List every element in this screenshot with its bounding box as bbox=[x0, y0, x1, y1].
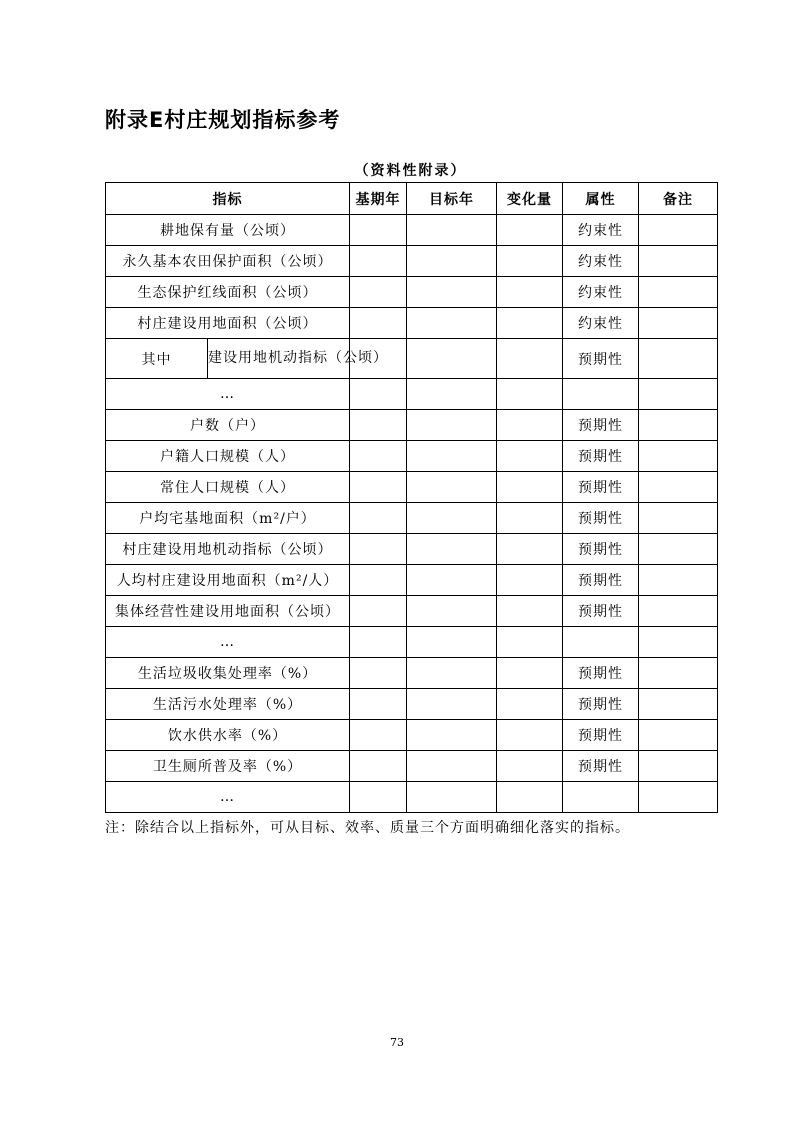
row-indicator-cell: 户均宅基地面积（m²/户） bbox=[106, 503, 350, 534]
table-row bbox=[106, 308, 718, 339]
table-row bbox=[106, 379, 718, 410]
row-attribute-cell: 约束性 bbox=[563, 277, 639, 308]
row-attribute-cell: 预期性 bbox=[563, 441, 639, 472]
row-attribute-cell: 预期性 bbox=[563, 565, 639, 596]
table-row bbox=[106, 565, 718, 596]
row-remarks-cell bbox=[639, 720, 718, 751]
row-remarks-cell bbox=[639, 751, 718, 782]
row-change-cell bbox=[497, 565, 563, 596]
page-number: 73 bbox=[390, 1036, 404, 1049]
row-target-year-cell bbox=[407, 534, 497, 565]
row-remarks-cell bbox=[639, 339, 718, 379]
table-row bbox=[106, 751, 718, 782]
row-base-year-cell bbox=[350, 658, 407, 689]
row-remarks-cell bbox=[639, 596, 718, 627]
row-target-year-cell bbox=[407, 503, 497, 534]
row-base-year-cell bbox=[350, 751, 407, 782]
table-row bbox=[106, 658, 718, 689]
row-change-cell bbox=[497, 441, 563, 472]
row-indicator-cell: 建设用地机动指标（公顷） bbox=[208, 339, 350, 379]
table-note: 注：除结合以上指标外，可从目标、效率、质量三个方面明确细化落实的指标。 bbox=[105, 820, 630, 836]
row-remarks-cell bbox=[639, 308, 718, 339]
row-remarks-cell bbox=[639, 410, 718, 441]
row-remarks-cell bbox=[639, 472, 718, 503]
row-change-cell bbox=[497, 782, 563, 813]
row-target-year-cell bbox=[407, 689, 497, 720]
row-base-year-cell bbox=[350, 534, 407, 565]
row-change-cell bbox=[497, 339, 563, 379]
row-remarks-cell bbox=[639, 441, 718, 472]
row-indicator-cell: 人均村庄建设用地面积（m²/人） bbox=[106, 565, 350, 596]
row-base-year-cell bbox=[350, 627, 407, 658]
table-row bbox=[106, 534, 718, 565]
row-target-year-cell bbox=[407, 277, 497, 308]
row-remarks-cell bbox=[639, 277, 718, 308]
row-target-year-cell bbox=[407, 339, 497, 379]
row-change-cell bbox=[497, 751, 563, 782]
row-base-year-cell bbox=[350, 689, 407, 720]
row-change-cell bbox=[497, 503, 563, 534]
row-attribute-cell: 预期性 bbox=[563, 751, 639, 782]
row-remarks-cell bbox=[639, 782, 718, 813]
table-row bbox=[106, 503, 718, 534]
page-title: 附录E村庄规划指标参考 bbox=[105, 108, 341, 132]
table-row bbox=[106, 720, 718, 751]
table-subtitle: （资料性附录） bbox=[354, 163, 467, 179]
header-change: 变化量 bbox=[497, 183, 563, 215]
table-row bbox=[106, 627, 718, 658]
row-attribute-cell: 约束性 bbox=[563, 308, 639, 339]
table-header-row bbox=[106, 183, 718, 215]
row-attribute-cell: 预期性 bbox=[563, 689, 639, 720]
row-attribute-cell bbox=[563, 379, 639, 410]
row-base-year-cell bbox=[350, 441, 407, 472]
row-remarks-cell bbox=[639, 627, 718, 658]
table-row bbox=[106, 782, 718, 813]
table-body bbox=[106, 215, 718, 813]
row-indicator-cell: … bbox=[106, 627, 350, 658]
row-indicator-cell: 永久基本农田保护面积（公顷） bbox=[106, 246, 350, 277]
row-change-cell bbox=[497, 627, 563, 658]
row-base-year-cell bbox=[350, 596, 407, 627]
row-attribute-cell: 约束性 bbox=[563, 246, 639, 277]
row-base-year-cell bbox=[350, 720, 407, 751]
row-attribute-cell: 预期性 bbox=[563, 472, 639, 503]
row-change-cell bbox=[497, 472, 563, 503]
row-base-year-cell bbox=[350, 379, 407, 410]
row-change-cell bbox=[497, 308, 563, 339]
row-target-year-cell bbox=[407, 720, 497, 751]
row-target-year-cell bbox=[407, 472, 497, 503]
row-base-year-cell bbox=[350, 503, 407, 534]
table-row bbox=[106, 410, 718, 441]
row-indicator-cell: … bbox=[106, 782, 350, 813]
row-change-cell bbox=[497, 658, 563, 689]
row-remarks-cell bbox=[639, 565, 718, 596]
row-change-cell bbox=[497, 277, 563, 308]
row-change-cell bbox=[497, 534, 563, 565]
row-target-year-cell bbox=[407, 246, 497, 277]
header-indicator: 指标 bbox=[106, 183, 350, 215]
row-attribute-cell: 预期性 bbox=[563, 503, 639, 534]
header-attribute: 属性 bbox=[563, 183, 639, 215]
row-change-cell bbox=[497, 596, 563, 627]
row-base-year-cell bbox=[350, 308, 407, 339]
row-attribute-cell bbox=[563, 782, 639, 813]
row-target-year-cell bbox=[407, 215, 497, 246]
row-indicator-cell: 村庄建设用地机动指标（公顷） bbox=[106, 534, 350, 565]
table-row bbox=[106, 472, 718, 503]
row-remarks-cell bbox=[639, 689, 718, 720]
header-base-year: 基期年 bbox=[350, 183, 407, 215]
row-base-year-cell bbox=[350, 410, 407, 441]
row-change-cell bbox=[497, 410, 563, 441]
row-indicator-cell: 生活垃圾收集处理率（%） bbox=[106, 658, 350, 689]
row-target-year-cell bbox=[407, 658, 497, 689]
row-base-year-cell bbox=[350, 246, 407, 277]
row-change-cell bbox=[497, 720, 563, 751]
row-target-year-cell bbox=[407, 379, 497, 410]
row-indicator-cell: 户籍人口规模（人） bbox=[106, 441, 350, 472]
row-group-cell: 其中 bbox=[106, 339, 208, 379]
table-row bbox=[106, 339, 718, 379]
row-attribute-cell: 预期性 bbox=[563, 720, 639, 751]
table-row bbox=[106, 246, 718, 277]
row-attribute-cell: 预期性 bbox=[563, 410, 639, 441]
table-row bbox=[106, 596, 718, 627]
row-change-cell bbox=[497, 215, 563, 246]
row-indicator-cell: 卫生厕所普及率（%） bbox=[106, 751, 350, 782]
row-change-cell bbox=[497, 379, 563, 410]
row-change-cell bbox=[497, 246, 563, 277]
row-target-year-cell bbox=[407, 410, 497, 441]
row-target-year-cell bbox=[407, 782, 497, 813]
row-base-year-cell bbox=[350, 215, 407, 246]
table-row bbox=[106, 215, 718, 246]
row-target-year-cell bbox=[407, 627, 497, 658]
row-base-year-cell bbox=[350, 472, 407, 503]
table-row bbox=[106, 689, 718, 720]
row-indicator-cell: 常住人口规模（人） bbox=[106, 472, 350, 503]
row-indicator-cell: 生活污水处理率（%） bbox=[106, 689, 350, 720]
row-attribute-cell: 约束性 bbox=[563, 215, 639, 246]
row-attribute-cell: 预期性 bbox=[563, 534, 639, 565]
row-indicator-cell: … bbox=[106, 379, 350, 410]
row-base-year-cell bbox=[350, 565, 407, 596]
table-row bbox=[106, 277, 718, 308]
row-target-year-cell bbox=[407, 596, 497, 627]
row-indicator-cell: 集体经营性建设用地面积（公顷） bbox=[106, 596, 350, 627]
row-target-year-cell bbox=[407, 565, 497, 596]
indicator-table bbox=[105, 182, 718, 813]
header-remarks: 备注 bbox=[639, 183, 718, 215]
row-remarks-cell bbox=[639, 215, 718, 246]
row-indicator-cell: 户数（户） bbox=[106, 410, 350, 441]
row-target-year-cell bbox=[407, 441, 497, 472]
row-base-year-cell bbox=[350, 277, 407, 308]
header-target-year: 目标年 bbox=[407, 183, 497, 215]
row-attribute-cell: 预期性 bbox=[563, 339, 639, 379]
row-remarks-cell bbox=[639, 534, 718, 565]
row-target-year-cell bbox=[407, 308, 497, 339]
row-indicator-cell: 饮水供水率（%） bbox=[106, 720, 350, 751]
row-base-year-cell bbox=[350, 782, 407, 813]
row-remarks-cell bbox=[639, 379, 718, 410]
row-indicator-cell: 耕地保有量（公顷） bbox=[106, 215, 350, 246]
row-indicator-cell: 村庄建设用地面积（公顷） bbox=[106, 308, 350, 339]
table-row bbox=[106, 441, 718, 472]
row-indicator-cell: 生态保护红线面积（公顷） bbox=[106, 277, 350, 308]
row-remarks-cell bbox=[639, 658, 718, 689]
row-remarks-cell bbox=[639, 246, 718, 277]
row-change-cell bbox=[497, 689, 563, 720]
row-target-year-cell bbox=[407, 751, 497, 782]
row-attribute-cell bbox=[563, 627, 639, 658]
row-remarks-cell bbox=[639, 503, 718, 534]
row-attribute-cell: 预期性 bbox=[563, 658, 639, 689]
row-attribute-cell: 预期性 bbox=[563, 596, 639, 627]
